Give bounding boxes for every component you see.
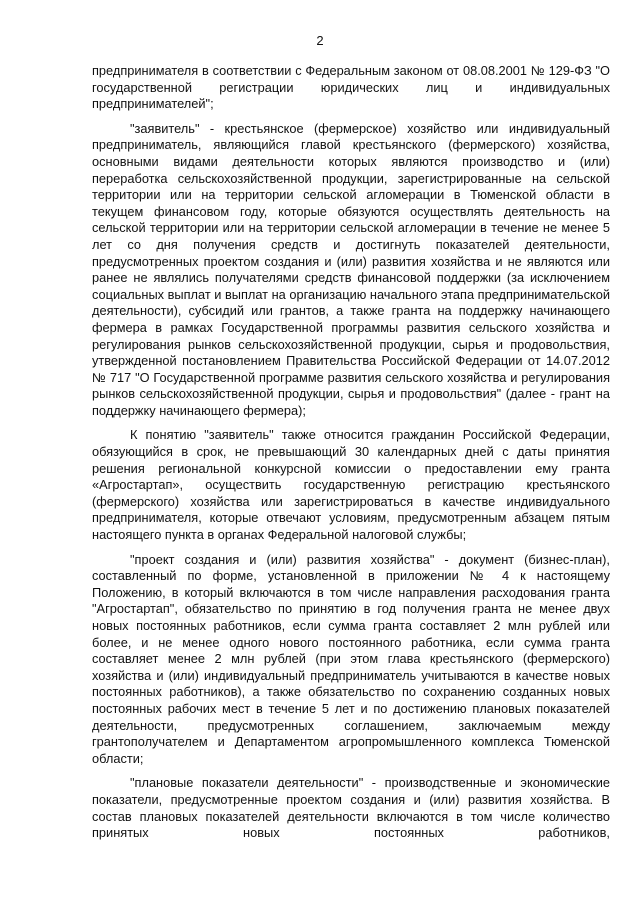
paragraph-planned-indicators: "плановые показатели деятельности" - производственные и экономические показатели, предусмотренные проектом создания и (или) развития хозяйства. В состав плановых показателей деятельности включаются в том числе количество принятых новых постоянных работников, [92,775,610,841]
paragraph-continuation: предпринимателя в соответствии с Федеральным законом от 08.08.2001 № 129-ФЗ "О государственной регистрации юридических лиц и индивидуальных предпринимателей"; [92,63,610,112]
document-body [92,63,610,842]
page-number: 2 [316,33,324,48]
paragraph-applicant-citizen: К понятию "заявитель" также относится гражданин Российской Федерации, обязующийся в срок, не превышающий 30 календарных дней с даты принятия решения региональной конкурсной комиссии о предоставлении ему гранта «Агростартап», осуществить государственную регистрацию крестьянского (фермерского) хозяйства или зарегистрироваться в качестве индивидуального предпринимателя, которые отвечают условиям, предусмотренным абзацем пятым настоящего пункта в органах Федеральной налоговой службы; [92,427,610,543]
paragraph-project-definition: "проект создания и (или) развития хозяйства" - документ (бизнес-план), составленный по форме, установленной в приложении № 4 к настоящему Положению, в который включаются в том числе направления расходования гранта "Агростартап", обязательство по принятию в год получения гранта не менее двух новых постоянных работников, если сумма гранта составляет 2 млн рублей или более, и не менее одного нового постоянного работника, если сумма гранта составляет менее 2 млн рублей (при этом глава крестьянского (фермерского) хозяйства и (или) индивидуальный предприниматель учитываются в качестве новых постоянных работников), а также обязательство по сохранению созданных новых постоянных рабочих мест в течение 5 лет и по достижению плановых показателей деятельности, предусмотренных соглашением, заключаемым между грантополучателем и Департаментом агропромышленного комплекса Тюменской области; [92,551,610,766]
paragraph-applicant-definition: "заявитель" - крестьянское (фермерское) хозяйство или индивидуальный предприниматель, являющийся главой крестьянского (фермерского) хозяйства, основными видами деятельности которых являются производство и (или) переработка сельскохозяйственной продукции, зарегистрированные на сельской территории или на территории сельской агломерации в Тюменской области в текущем финансовом году, которые обязуются осуществлять деятельность на сельской территории или на территории сельской агломерации в течение не менее 5 лет со дня получения средств и достигнуть показателей деятельности, предусмотренных проектом создания и (или) развития хозяйства и не являются или ранее не являлись получателями средств финансовой поддержки (за исключением социальных выплат и выплат на организацию начального этапа предпринимательской деятельности), субсидий или грантов, а также гранта на поддержку начинающего фермера в рамках Государственной программы развития сельского хозяйства и регулирования рынков сельскохозяйственной продукции, сырья и продовольствия, утвержденной постановлением Правительства Российской Федерации от 14.07.2012 № 717 "О Государственной программе развития сельского хозяйства и регулирования рынков сельскохозяйственной продукции, сырья и продовольствия" (далее - грант на поддержку начинающего фермера); [92,120,610,418]
